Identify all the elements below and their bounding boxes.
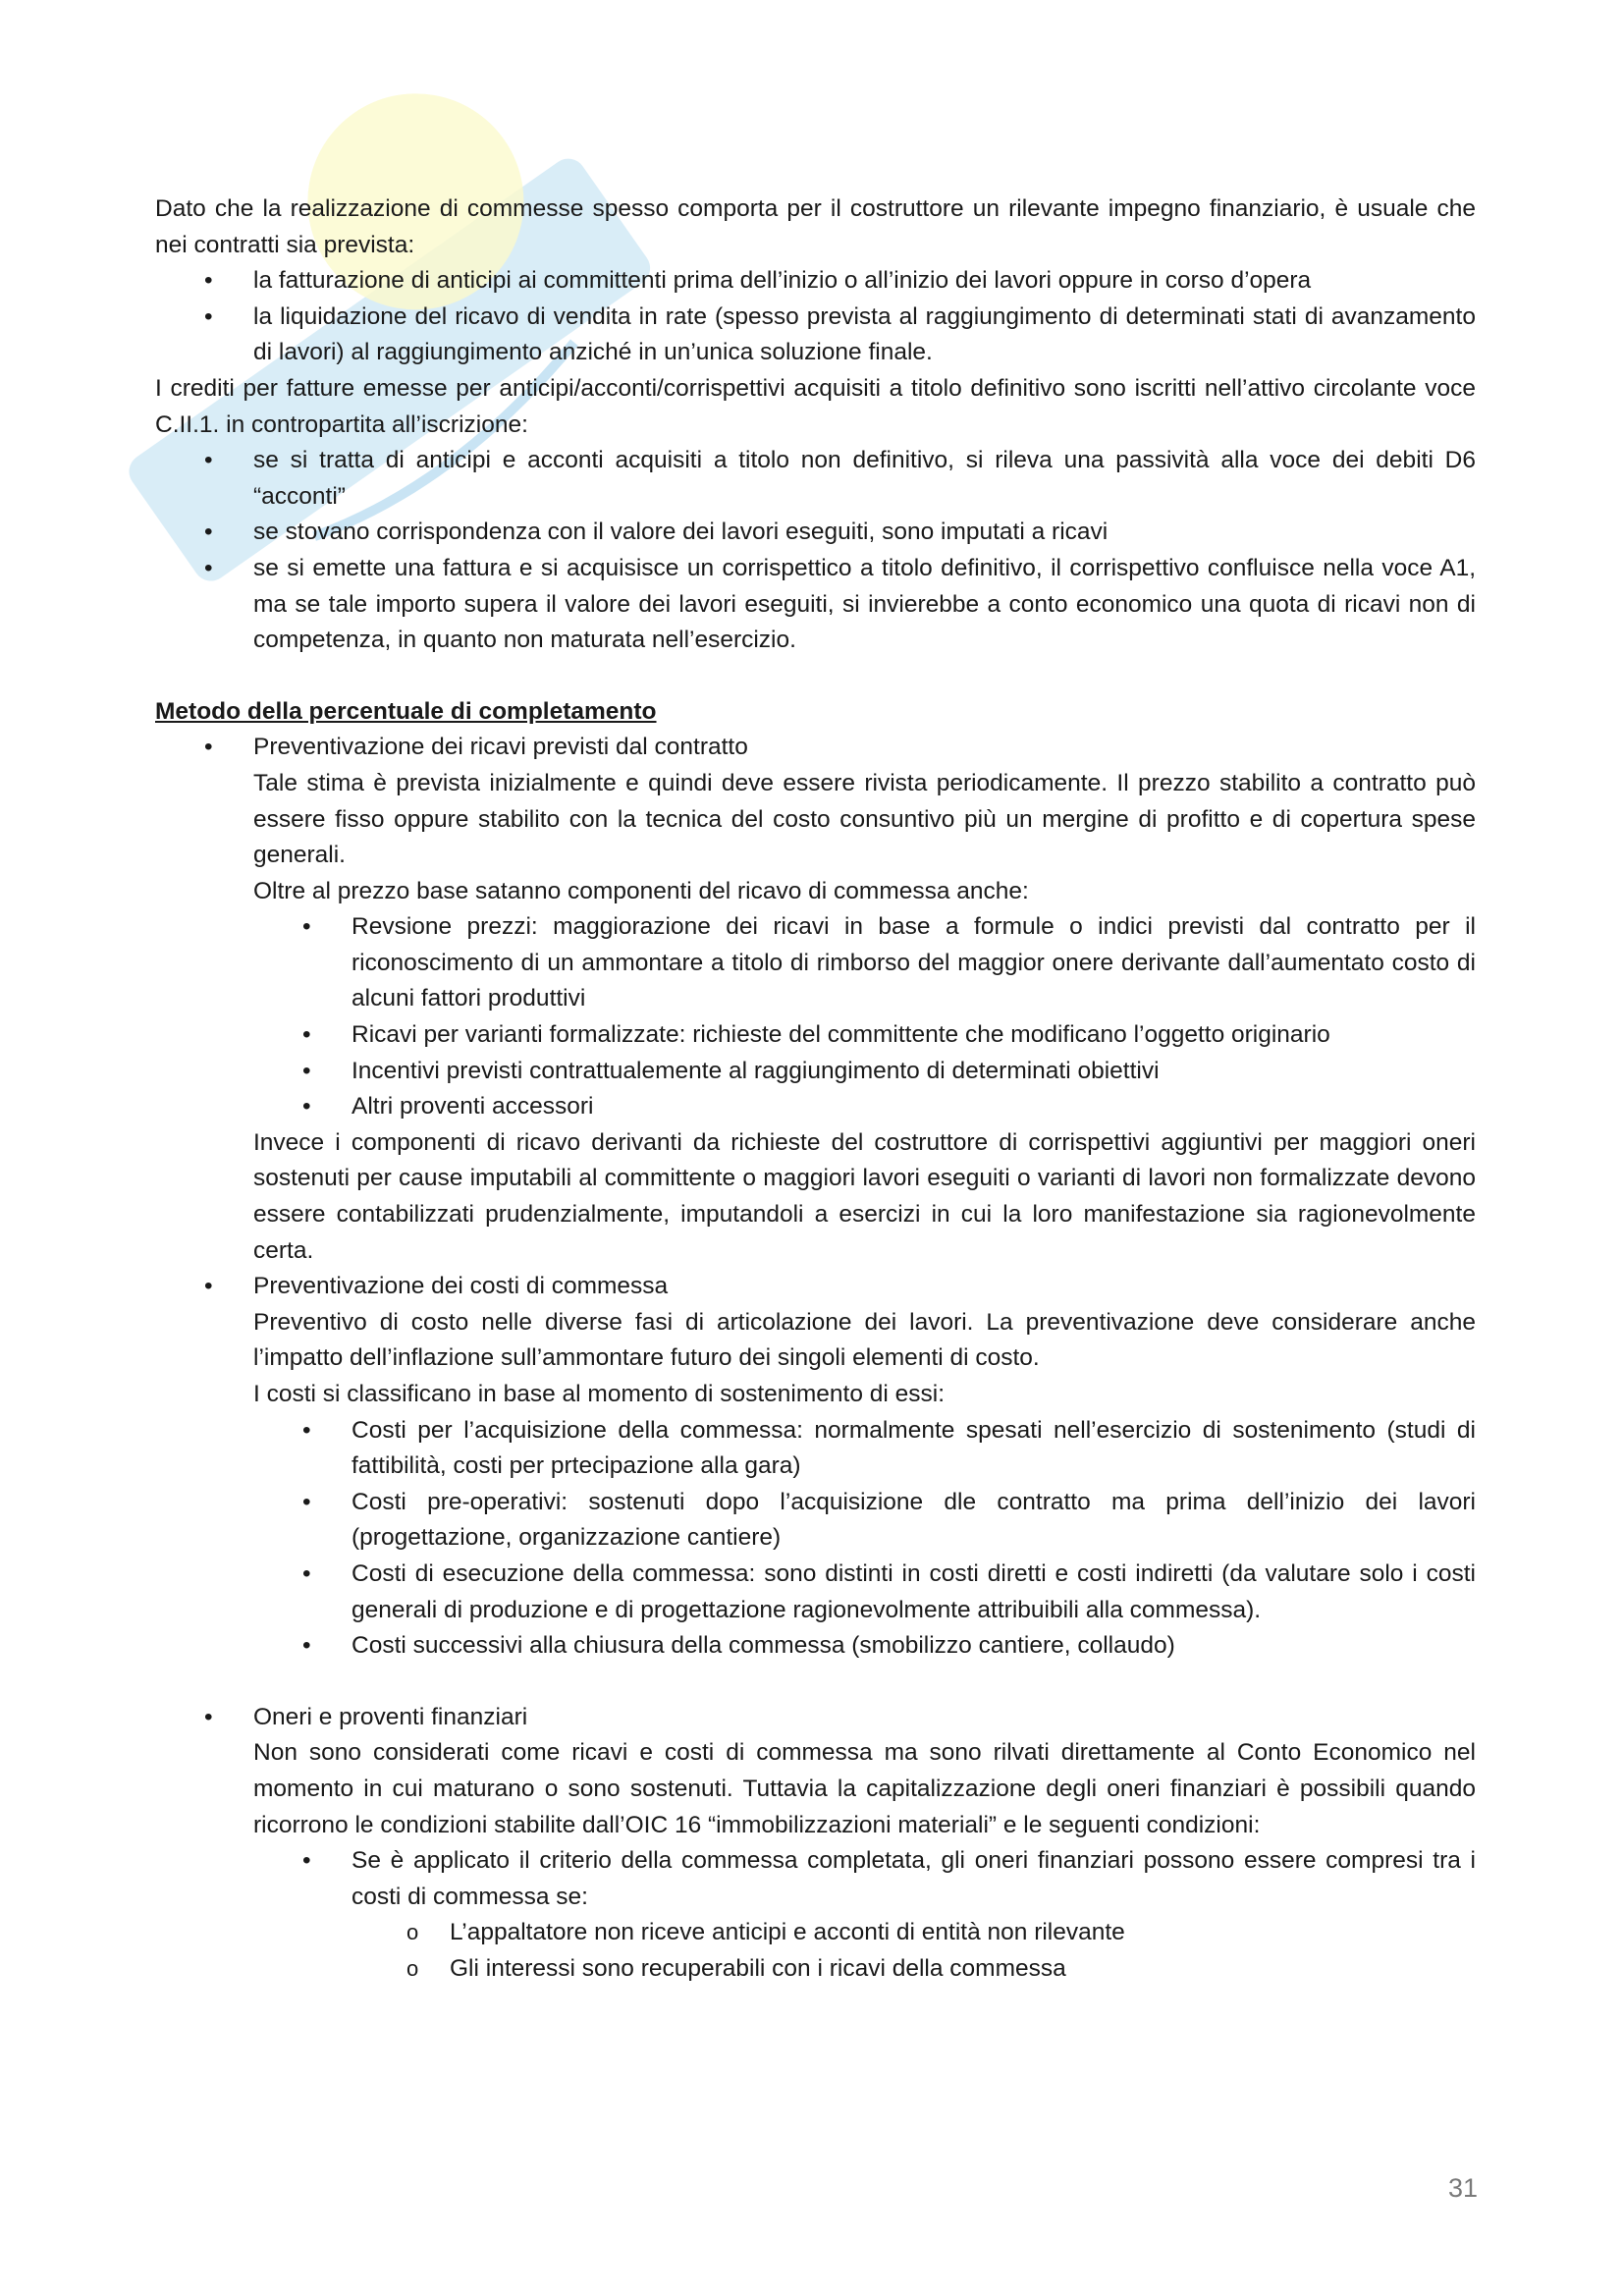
list-item: • Ricavi per varianti formalizzate: richieste del committente che modificano l’oggetto originario xyxy=(352,1017,1476,1054)
ricavi-components-list xyxy=(253,909,1476,1125)
ricavi-paragraph-3: Invece i componenti di ricavo derivanti da richieste del costruttore di corrispettivi aggiuntivi per maggiori oneri sostenuti per cause imputabili al committente o maggiori lavori eseguiti o varianti di lavori non formalizzate devono essere contabilizzati prudenzialmente, imputandoli a esercizi in cui la loro manifestazione sia ragionevolmente certa. xyxy=(253,1128,1476,1264)
list-item: • Altri proventi accessori xyxy=(352,1089,1476,1125)
costi-paragraph-1: Preventivo di costo nelle diverse fasi di articolazione dei lavori. La preventivazione deve considerare anche l’impatto dell’inflazione sull’ammontare futuro dei singoli elementi di costo. xyxy=(253,1308,1476,1372)
oneri-conditions-list xyxy=(352,1915,1476,1987)
ricavi-title: • Preventivazione dei ricavi previsti dal contratto xyxy=(253,734,748,761)
list-item: • Costi di esecuzione della commessa: sono distinti in costi diretti e costi indiretti (da valutare solo i costi generali di produzione e di progettazione ragionevolmente attribuibili alla commessa). xyxy=(352,1557,1476,1628)
list-item: • la fatturazione di anticipi ai committenti prima dell’inizio o all’inizio dei lavori oppure in corso d’opera xyxy=(253,263,1476,300)
section-heading: Metodo della percentuale di completamento xyxy=(155,697,657,725)
oneri-criteria-item xyxy=(352,1843,1476,1987)
ricavi-paragraph-2: Oltre al prezzo base satanno componenti del ricavo di commessa anche: xyxy=(253,877,1029,904)
list-item: • se stovano corrispondenza con il valore dei lavori eseguiti, sono imputati a ricavi xyxy=(253,515,1476,551)
list-item: • se si emette una fattura e si acquisisce un corrispettico a titolo definitivo, il corrispettivo confluisce nella voce A1, ma se tale importo supera il valore dei lavori eseguiti, si invierebbe a conto economico una quota di ricavi non di competenza, in quanto non maturata nell’esercizio. xyxy=(253,551,1476,659)
costi-section xyxy=(253,1269,1476,1700)
list-item: • se si tratta di anticipi e acconti acquisiti a titolo non definitivo, si rileva una passività alla voce dei debiti D6 “acconti” xyxy=(253,443,1476,515)
list-item: • Costi successivi alla chiusura della commessa (smobilizzo cantiere, collaudo) xyxy=(352,1628,1476,1665)
document-page xyxy=(155,191,1476,1988)
spacer xyxy=(253,1665,1476,1700)
oneri-paragraph-1: Non sono considerati come ricavi e costi di commessa ma sono rilvati direttamente al Conto Economico nel momento in cui maturano o sono sostenuti. Tuttavia la capitalizzazione degli oneri finanziari è possibili quando ricorrono le condizioni stabilite dall’OIC 16 “immobilizzazioni materiali” e le seguenti condizioni: xyxy=(253,1739,1476,1838)
intro-bullet-list xyxy=(155,263,1476,371)
list-item: • Revsione prezzi: maggiorazione dei ricavi in base a formule o indici previsti dal contratto per il riconoscimento di un ammontare a titolo di rimborso del maggior onere derivante dall’aumentato costo di alcuni fattori produttivi xyxy=(352,909,1476,1017)
oneri-section xyxy=(253,1700,1476,1988)
list-item: o L’appaltatore non riceve anticipi e acconti di entità non rilevante xyxy=(450,1915,1476,1951)
list-item: • Costi per l’acquisizione della commessa: normalmente spesati nell’esercizio di sostenimento (studi di fattibilità, costi per prtecipazione alla gara) xyxy=(352,1413,1476,1485)
crediti-paragraph: I crediti per fatture emesse per anticipi/acconti/corrispettivi acquisiti a titolo definitivo sono iscritti nell’attivo circolante voce C.II.1. in contropartita all’iscrizione: xyxy=(155,374,1476,438)
costi-paragraph-2: I costi si classificano in base al momento di sostenimento di essi: xyxy=(253,1381,946,1407)
intro-paragraph: Dato che la realizzazione di commesse spesso comporta per il costruttore un rilevante impegno finanziario, è usuale che nei contratti sia prevista: xyxy=(155,195,1476,258)
crediti-bullet-list xyxy=(155,443,1476,659)
list-item: • la liquidazione del ricavo di vendita in rate (spesso prevista al raggiungimento di determinati stati di avanzamento di lavori) al raggiungimento anziché in un’unica soluzione finale. xyxy=(253,300,1476,371)
ricavi-section xyxy=(253,730,1476,1269)
oneri-criteria-text: • Se è applicato il criterio della commessa completata, gli oneri finanziari possono essere compresi tra i costi di commessa se: xyxy=(352,1847,1476,1910)
oneri-title: • Oneri e proventi finanziari xyxy=(253,1703,528,1730)
metodo-list xyxy=(155,730,1476,1987)
page-number: 31 xyxy=(1447,2173,1478,2203)
oneri-criteria-list xyxy=(253,1843,1476,1987)
list-item: o Gli interessi sono recuperabili con i ricavi della commessa xyxy=(450,1951,1476,1988)
list-item: • Costi pre-operativi: sostenuti dopo l’acquisizione dle contratto ma prima dell’inizio dei lavori (progettazione, organizzazione cantiere) xyxy=(352,1485,1476,1557)
costi-title: • Preventivazione dei costi di commessa xyxy=(253,1273,669,1300)
ricavi-paragraph-1: Tale stima è prevista inizialmente e quindi deve essere rivista periodicamente. Il prezzo stabilito a contratto può essere fisso oppure stabilito con la tecnica del costo consuntivo più un mergine di profitto e di copertura spese generali. xyxy=(253,769,1476,869)
costi-classification-list xyxy=(253,1413,1476,1665)
list-item: • Incentivi previsti contrattualemente al raggiungimento di determinati obiettivi xyxy=(352,1054,1476,1090)
